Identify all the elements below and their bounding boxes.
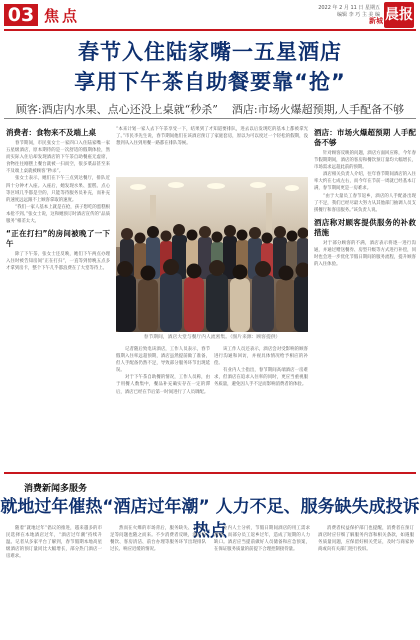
photo-caption: 春节期间，酒店大堂与餐厅内人流密集。（图片来源：顾客提供） [143, 335, 281, 340]
subhead-right: 酒店:市场火爆超预期,人手配备不够 [231, 103, 405, 116]
article-paragraph: 该工作人员还表示，酒店会对受影响的顾客进行沟通和回访，并视具体情况给予相应的补偿。 [214, 347, 308, 367]
article-paragraph: 记者随后致电该酒店，工作人员表示，春节假期入住率远超预期，酒店虽然提前做了准备，但人手配备仍然不足，导致部分服务环节出现延误。 [116, 347, 210, 374]
news-photo [116, 177, 308, 332]
section-title: 焦点 [44, 7, 81, 25]
issue-meta [240, 5, 380, 19]
main-headline [0, 38, 420, 96]
headline-divider [4, 118, 416, 119]
article-paragraph: 对于下午茶自助餐的情况，工作人员称，由于用餐人数集中，餐品补充确实存在一定的滞后，酒店已经在节后第一时间进行了人员调配。 [116, 375, 210, 395]
bottom-column-3 [214, 525, 310, 635]
article-paragraph: 有业内人士指出，春节期间高端酒店一房难求，但酒店在追求入住率的同时，更应当重视服务质量，避免因人手不足而影响消费者的体验。 [214, 368, 308, 388]
article-paragraph: 张女士表示，她们在下午三点到达餐厅，排队近四十分钟才入座。入座后，她发现水果、蛋糕、点心等区域几乎都是空的，只能等待服务员补充，而补充的速度远远跟不上顾客拿取的速度。 [6, 176, 110, 203]
bottom-article-kicker: 消费新闻多服务 [24, 484, 88, 494]
middle-column-1 [116, 346, 210, 464]
article-paragraph: 春节期间，市民张女士一家四口入住陆家嘴一家五星级酒店，原本期待的是一次舒适的假期体验，然而实际入住后却发现酒店的下午茶自助餐座无虚席，食物往往刚摆上餐台就被一扫而空，很多菜品甚至来不及端上桌就被顾客“秒杀”。 [6, 141, 110, 175]
article-paragraph: “我们一家人基本上就是在抢，孩子想吃的蛋糕根本抢不到。”张女士说，这和她预订时酒店宣传的“品质服务”相差太大。 [6, 204, 110, 225]
left-subheading-2: “正在打扫”的房间被晚了一下午 [6, 229, 110, 249]
newspaper-logo-prefix: 新城 [369, 17, 383, 25]
right-subheading-2: 酒店称对顾客提供服务的补救措施 [314, 217, 416, 237]
bottom-column-4 [318, 525, 414, 635]
subheadline [0, 101, 420, 117]
article-paragraph: “由于大量员工春节返乡，酒店的人手配备出现了不足，我们已经尽最大努力从其他部门抽调人员支援餐厅和客房服务。”该负责人说。 [314, 193, 416, 213]
page-header [0, 0, 420, 32]
article-paragraph: 业内人士分析，节假日期间酒店的用工需求激增，而部分员工返乡过年，造成了短期的人力缺口。酒店应当提前做好人员储备和应急预案，在保证服务质量的前提下合理控制接待量。 [214, 526, 310, 553]
article-paragraph: 随着“就地过年”倡议的推进，越来越多的市民选择在本地酒店过年，“酒店过年潮”持续升温。记者从多家平台了解到，春节假期本地高星级酒店的预订量同比大幅增长，部分热门酒店一房难求。 [6, 526, 102, 560]
headline-line-2: 享用下午茶自助餐要靠“抢” [74, 70, 346, 94]
right-article-column [314, 124, 416, 464]
headline-line-1: 春节入住陆家嘴一五星酒店 [78, 40, 342, 64]
subhead-left: 顾客:酒店内水果、点心还没上桌就“秒杀” [15, 103, 218, 116]
article-paragraph: 对于部分顾客的不满，酒店表示将逐一进行沟通，并通过赠送餐券、房型升级等方式进行补偿，同时也会进一步优化节假日期间的服务流程，提升顾客的入住体验。 [314, 240, 416, 268]
right-subheading-1: 酒店：市场火爆超预期 人手配备不够 [314, 128, 416, 147]
bottom-article-rule [4, 472, 416, 474]
bottom-column-1 [6, 525, 102, 635]
article-paragraph: 酒店相关负责人介绍，往年春节期间酒店的入住率大约在七成左右，而今年在节前一周就已经基本订满，春节期间更是一房难求。 [314, 172, 416, 192]
article-paragraph: 除了下午茶，张女士还反映，她们下午两点办理入住时被告知房间“正在打扫”，一直等到傍晚五点多才拿到房卡，整个下午几乎都浪费在了大堂等待上。 [6, 252, 110, 272]
newspaper-logo: 晨报 [384, 2, 414, 28]
bottom-article-title: 就地过年催热“酒店过年潮” 人力不足、服务缺失成投诉热点 [0, 497, 420, 541]
page-number: 03 [4, 4, 38, 26]
left-article-column [6, 124, 110, 462]
article-paragraph: 针对顾客反映的问题，酒店方面回应称，今年春节假期期间，酒店的客房和餐饮预订量均大幅增长，市场需求远超此前的预期。 [314, 151, 416, 171]
article-paragraph: 然而在火爆的市场背后，服务缺失、人力不足等问题也随之而来。不少消费者反映，酒店的餐饮、客房清洁、前台办理等服务环节出现排队过长、响应迟缓的情况。 [110, 526, 206, 553]
center-lead-text: “本来计划一家人去下午茶享受一下，结果到了才知道要排队，进去以后发现吃的基本上都被拿光了。”市民李先生说，春节期间他们在该酒店预订了家庭套房，原以为可以度过一个轻松的假期，没想到从入住到用餐一路都在排队等候。 [116, 127, 308, 146]
middle-column-2 [214, 346, 308, 464]
issue-date: 2022 年 2 月 11 日 星期五 [318, 5, 380, 11]
header-rule [4, 29, 416, 31]
crowd-photo-illustration [116, 177, 308, 332]
left-subheading-1: 消费者：食物来不及端上桌 [6, 128, 96, 137]
issue-editors: 编辑 李 巧 主 美 编 [337, 12, 380, 18]
article-paragraph: 消费者权益保护部门也提醒，消费者在预订酒店时应仔细了解服务内容和相关条款，如遇服务质量问题，应保留好相关凭证，及时与商家协商或向有关部门进行投诉。 [318, 526, 414, 553]
bottom-column-2 [110, 525, 206, 635]
